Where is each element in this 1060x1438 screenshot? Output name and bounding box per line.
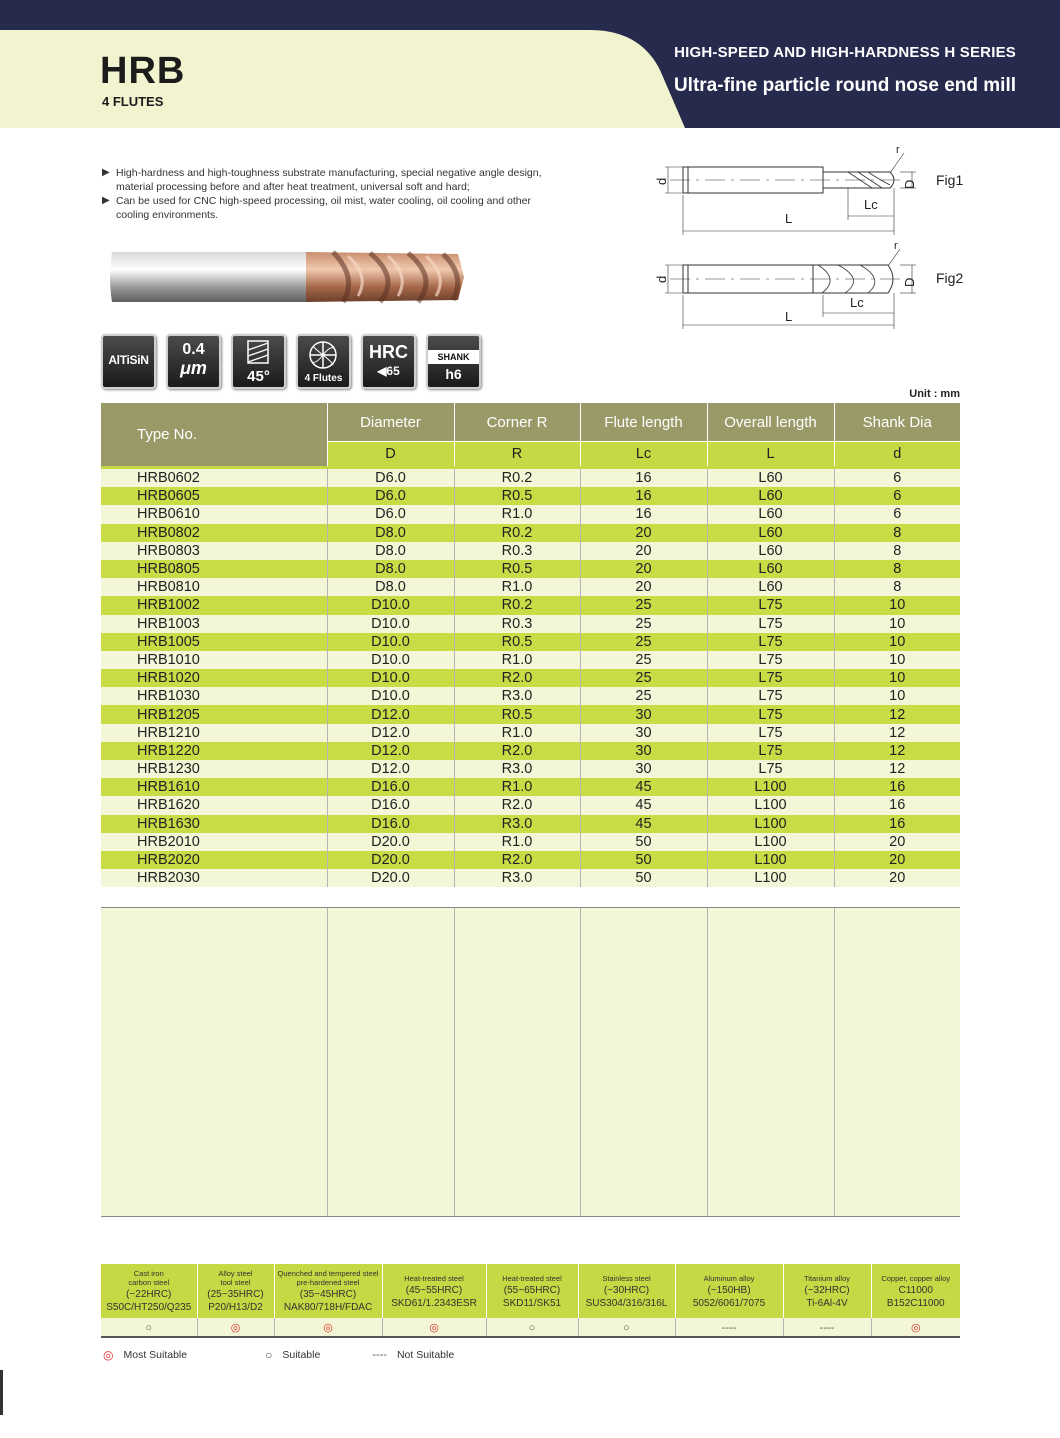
legend [103, 1348, 454, 1362]
material-cell [871, 1264, 960, 1318]
cell-type-no: HRB1610 [101, 778, 327, 796]
cell-type-no: HRB1020 [101, 669, 327, 687]
material-grade: SKD11/SK51 [502, 1297, 562, 1309]
material-grade: NAK80/718H/FDAC [283, 1302, 373, 1313]
table-row [101, 815, 960, 833]
cell-diameter: D20.0 [327, 869, 454, 887]
cell-overall-length: L100 [707, 815, 834, 833]
cell-diameter: D12.0 [327, 760, 454, 778]
cell-diameter: D6.0 [327, 487, 454, 505]
header-shank-dia: Shank Dia [834, 403, 960, 442]
shank-label: SHANK [428, 350, 479, 364]
shank-value: h6 [445, 366, 462, 382]
table-row [101, 851, 960, 869]
table-row [101, 505, 960, 523]
cell-flute-length: 20 [580, 578, 707, 596]
fig1-Lc-label: Lc [864, 197, 878, 212]
fig1-d-label: d [654, 177, 669, 185]
cell-flute-length: 20 [580, 560, 707, 578]
cell-flute-length: 25 [580, 687, 707, 705]
cell-diameter: D10.0 [327, 669, 454, 687]
cell-type-no: HRB1210 [101, 724, 327, 742]
cell-flute-length: 30 [580, 742, 707, 760]
subheader-l: L [707, 442, 834, 468]
cell-corner-r: R1.0 [454, 505, 580, 523]
feature-text: High-hardness and high-toughness substrate manufacturing, special negative angle design, material processing before and after heat treatment, universal soft and hard; [116, 167, 542, 193]
cell-flute-length: 30 [580, 705, 707, 723]
cell-diameter: D8.0 [327, 524, 454, 542]
cell-type-no: HRB1630 [101, 815, 327, 833]
cell-overall-length: L100 [707, 796, 834, 814]
table-row [101, 833, 960, 851]
material-grade: 5052/6061/7075 [692, 1297, 766, 1309]
cell-shank-dia: 10 [834, 651, 960, 669]
subheader-lc: Lc [580, 442, 707, 468]
cell-shank-dia: 6 [834, 487, 960, 505]
material-hardness: (55~65HRC) [503, 1284, 561, 1296]
cell-overall-length: L75 [707, 651, 834, 669]
cell-overall-length: L100 [707, 778, 834, 796]
header-overall-length: Overall length [707, 403, 834, 442]
cell-corner-r: R0.3 [454, 542, 580, 560]
helix-angle-badge [231, 334, 286, 389]
cell-corner-r: R3.0 [454, 760, 580, 778]
table-row [101, 705, 960, 723]
cell-shank-dia: 16 [834, 815, 960, 833]
cell-corner-r: R3.0 [454, 815, 580, 833]
cell-flute-length: 16 [580, 505, 707, 523]
cell-corner-r: R2.0 [454, 669, 580, 687]
cell-type-no: HRB1620 [101, 796, 327, 814]
table-row [101, 869, 960, 887]
material-name: Alloy steel [218, 1269, 253, 1278]
subheader-d: D [327, 442, 454, 468]
material-name: Aluminum alloy [703, 1273, 755, 1283]
table-empty-area [101, 907, 960, 1217]
grain-size-badge [166, 334, 221, 389]
unit-label: Unit : mm [909, 388, 960, 400]
suitable-icon: ○ [623, 1322, 630, 1334]
cell-flute-length: 25 [580, 651, 707, 669]
cell-diameter: D8.0 [327, 542, 454, 560]
dimension-diagrams [650, 145, 980, 330]
feature-badges [101, 334, 481, 389]
cell-shank-dia: 6 [834, 468, 960, 488]
coating-badge [101, 334, 156, 389]
coating-text: AlTiSiN [108, 353, 149, 367]
material-hardness: (~30HRC) [603, 1284, 650, 1296]
cell-corner-r: R0.5 [454, 487, 580, 505]
cell-shank-dia: 16 [834, 778, 960, 796]
table-row [101, 760, 960, 778]
fig2-label: Fig2 [936, 270, 964, 286]
page-title: HRB [100, 50, 186, 92]
table-row [101, 560, 960, 578]
legend-most-suitable: Most Suitable [123, 1349, 188, 1361]
cell-type-no: HRB0802 [101, 524, 327, 542]
cell-shank-dia: 6 [834, 505, 960, 523]
not-suitable-icon: ---- [819, 1322, 835, 1334]
hrc-label: HRC [369, 342, 408, 362]
cell-shank-dia: 10 [834, 669, 960, 687]
material-rating-cell [101, 1318, 197, 1337]
cell-diameter: D8.0 [327, 578, 454, 596]
material-name: Heat-treated steel [404, 1273, 464, 1283]
cell-diameter: D6.0 [327, 468, 454, 488]
subheader-r: R [454, 442, 580, 468]
cell-corner-r: R3.0 [454, 687, 580, 705]
cell-overall-length: L100 [707, 851, 834, 869]
material-rating-cell [382, 1318, 486, 1337]
most-suitable-icon: ◎ [910, 1322, 921, 1334]
cell-overall-length: L60 [707, 524, 834, 542]
cell-diameter: D10.0 [327, 633, 454, 651]
fig1-r-label: r [896, 145, 900, 156]
cell-overall-length: L75 [707, 742, 834, 760]
table-row [101, 742, 960, 760]
fig2-r-label: r [894, 240, 898, 252]
cell-corner-r: R0.5 [454, 705, 580, 723]
cell-type-no: HRB1205 [101, 705, 327, 723]
cell-overall-length: L75 [707, 633, 834, 651]
material-hardness: C11000 [898, 1284, 933, 1296]
material-grade: B152C11000 [886, 1297, 945, 1309]
cell-flute-length: 45 [580, 796, 707, 814]
material-cell [382, 1264, 486, 1318]
material-grade: SKD61/1.2343ESR [391, 1297, 477, 1309]
table-row [101, 487, 960, 505]
material-hardness: (45~55HRC) [405, 1284, 463, 1296]
cell-corner-r: R0.5 [454, 560, 580, 578]
cell-diameter: D10.0 [327, 596, 454, 614]
cell-overall-length: L75 [707, 596, 834, 614]
feature-item [102, 166, 547, 194]
table-row [101, 778, 960, 796]
cell-type-no: HRB0610 [101, 505, 327, 523]
fig2-Lc-label: Lc [850, 295, 864, 310]
cell-flute-length: 50 [580, 851, 707, 869]
cell-diameter: D10.0 [327, 687, 454, 705]
flutes-icon [298, 338, 349, 372]
material-rating-row [101, 1318, 960, 1337]
material-rating-cell [783, 1318, 871, 1337]
material-header-row [101, 1264, 960, 1318]
table-row [101, 524, 960, 542]
material-cell [101, 1264, 197, 1318]
cell-overall-length: L75 [707, 724, 834, 742]
cell-shank-dia: 10 [834, 596, 960, 614]
helix-icon [233, 338, 284, 366]
cell-overall-length: L60 [707, 560, 834, 578]
cell-flute-length: 25 [580, 669, 707, 687]
cell-type-no: HRB1010 [101, 651, 327, 669]
material-name: Stainless steel [602, 1273, 651, 1283]
cell-flute-length: 45 [580, 815, 707, 833]
cell-overall-length: L100 [707, 869, 834, 887]
cell-flute-length: 16 [580, 487, 707, 505]
cell-overall-length: L60 [707, 487, 834, 505]
material-cell [197, 1264, 274, 1318]
most-suitable-icon: ◎ [103, 1348, 114, 1362]
cell-shank-dia: 8 [834, 578, 960, 596]
cell-flute-length: 30 [580, 760, 707, 778]
table-row [101, 542, 960, 560]
suitable-icon: ○ [528, 1322, 536, 1334]
cell-corner-r: R0.2 [454, 468, 580, 488]
fig2-L-label: L [785, 309, 793, 324]
cell-shank-dia: 20 [834, 869, 960, 887]
cell-corner-r: R0.2 [454, 596, 580, 614]
cell-type-no: HRB0605 [101, 487, 327, 505]
bullet-arrow-icon: ▶ [102, 195, 110, 206]
table-row [101, 578, 960, 596]
cell-overall-length: L100 [707, 833, 834, 851]
cell-flute-length: 30 [580, 724, 707, 742]
hrc-value: ◀65 [377, 364, 400, 378]
cell-flute-length: 25 [580, 596, 707, 614]
table-row [101, 724, 960, 742]
header-corner-r: Corner R [454, 403, 580, 442]
material-hardness: (25~35HRC) [207, 1289, 264, 1300]
cell-type-no: HRB2010 [101, 833, 327, 851]
material-rating-cell [274, 1318, 382, 1337]
cell-corner-r: R3.0 [454, 869, 580, 887]
material-name: Heat-treated steel [502, 1273, 562, 1283]
material-grade: P20/H13/D2 [208, 1302, 263, 1313]
table-row [101, 468, 960, 488]
cell-type-no: HRB0805 [101, 560, 327, 578]
cell-diameter: D8.0 [327, 560, 454, 578]
cell-overall-length: L75 [707, 669, 834, 687]
cell-flute-length: 50 [580, 869, 707, 887]
material-grade: SUS304/316/316L [585, 1297, 668, 1309]
cell-shank-dia: 12 [834, 705, 960, 723]
legend-not-suitable: Not Suitable [396, 1349, 455, 1361]
spec-table-body [101, 468, 960, 888]
cell-corner-r: R2.0 [454, 796, 580, 814]
page-edge-mark [0, 1370, 3, 1415]
cell-overall-length: L75 [707, 615, 834, 633]
cell-type-no: HRB1220 [101, 742, 327, 760]
cell-shank-dia: 20 [834, 851, 960, 869]
most-suitable-icon: ◎ [230, 1322, 241, 1334]
cell-corner-r: R0.5 [454, 633, 580, 651]
cell-overall-length: L60 [707, 578, 834, 596]
grain-unit: μm [180, 358, 207, 378]
table-row [101, 615, 960, 633]
table-row [101, 796, 960, 814]
cell-type-no: HRB1002 [101, 596, 327, 614]
material-cell [274, 1264, 382, 1318]
cell-overall-length: L75 [707, 760, 834, 778]
cell-flute-length: 16 [580, 468, 707, 488]
material-hardness: (~22HRC) [126, 1289, 172, 1300]
material-rating-cell [197, 1318, 274, 1337]
cell-shank-dia: 8 [834, 524, 960, 542]
material-cell [486, 1264, 578, 1318]
cell-overall-length: L75 [707, 705, 834, 723]
cell-type-no: HRB2030 [101, 869, 327, 887]
cell-diameter: D16.0 [327, 778, 454, 796]
series-title: HIGH-SPEED AND HIGH-HARDNESS H SERIES [674, 44, 1016, 61]
cell-diameter: D16.0 [327, 815, 454, 833]
cell-shank-dia: 16 [834, 796, 960, 814]
cell-overall-length: L60 [707, 468, 834, 488]
cell-shank-dia: 10 [834, 633, 960, 651]
material-grade: S50C/HT250/Q235 [106, 1302, 192, 1313]
feature-list [102, 166, 547, 222]
cell-type-no: HRB1003 [101, 615, 327, 633]
material-name-secondary: tool steel [220, 1278, 251, 1287]
material-rating-cell [486, 1318, 578, 1337]
cell-flute-length: 25 [580, 615, 707, 633]
cell-corner-r: R0.3 [454, 615, 580, 633]
cell-shank-dia: 10 [834, 615, 960, 633]
fig1-D-label: D [902, 179, 917, 189]
material-name: Titanium alloy [804, 1273, 850, 1283]
material-suitability-table [101, 1264, 960, 1338]
material-name-secondary: carbon steel [128, 1278, 170, 1287]
product-title: Ultra-fine particle round nose end mill [673, 75, 1016, 96]
header-diameter: Diameter [327, 403, 454, 442]
table-row [101, 651, 960, 669]
cell-diameter: D12.0 [327, 724, 454, 742]
cell-flute-length: 50 [580, 833, 707, 851]
cell-type-no: HRB0810 [101, 578, 327, 596]
material-name: Quenched and tempered steel [277, 1269, 379, 1278]
fig1-label: Fig1 [936, 172, 964, 188]
cell-corner-r: R0.2 [454, 524, 580, 542]
legend-suitable: Suitable [282, 1349, 321, 1361]
material-grade: Ti-6Al-4V [806, 1297, 848, 1309]
subheader-shank-d: d [834, 442, 960, 468]
cell-type-no: HRB1030 [101, 687, 327, 705]
page-subtitle: 4 FLUTES [102, 94, 164, 109]
cell-overall-length: L60 [707, 542, 834, 560]
cell-shank-dia: 10 [834, 687, 960, 705]
bullet-arrow-icon: ▶ [102, 167, 110, 178]
cell-corner-r: R1.0 [454, 833, 580, 851]
material-cell [675, 1264, 783, 1318]
material-rating-cell [578, 1318, 675, 1337]
cell-corner-r: R1.0 [454, 724, 580, 742]
material-rating-cell [675, 1318, 783, 1337]
header-flute-length: Flute length [580, 403, 707, 442]
cell-flute-length: 25 [580, 633, 707, 651]
cell-shank-dia: 12 [834, 724, 960, 742]
cell-diameter: D6.0 [327, 505, 454, 523]
cell-diameter: D10.0 [327, 651, 454, 669]
end-mill-image [108, 248, 468, 306]
cell-corner-r: R1.0 [454, 578, 580, 596]
material-rating-cell [871, 1318, 960, 1337]
material-name: Cast iron [133, 1269, 164, 1278]
cell-corner-r: R1.0 [454, 778, 580, 796]
material-name: Copper, copper alloy [881, 1273, 951, 1283]
cell-diameter: D20.0 [327, 851, 454, 869]
cell-diameter: D10.0 [327, 615, 454, 633]
cell-overall-length: L75 [707, 687, 834, 705]
cell-diameter: D16.0 [327, 796, 454, 814]
cell-shank-dia: 8 [834, 542, 960, 560]
most-suitable-icon: ◎ [429, 1322, 439, 1334]
fig1-L-label: L [785, 211, 793, 226]
cell-diameter: D12.0 [327, 705, 454, 723]
suitable-icon: ○ [265, 1348, 273, 1362]
cell-flute-length: 45 [580, 778, 707, 796]
material-cell [783, 1264, 871, 1318]
table-row [101, 596, 960, 614]
spec-table [101, 403, 960, 887]
cell-diameter: D12.0 [327, 742, 454, 760]
cell-shank-dia: 20 [834, 833, 960, 851]
cell-corner-r: R2.0 [454, 742, 580, 760]
fig2-d-label: d [654, 275, 669, 283]
material-hardness: (~32HRC) [804, 1284, 850, 1296]
feature-item [102, 194, 547, 222]
flutes-badge [296, 334, 351, 389]
table-row [101, 687, 960, 705]
cell-corner-r: R1.0 [454, 651, 580, 669]
not-suitable-icon: ---- [721, 1322, 737, 1334]
material-cell [578, 1264, 675, 1318]
shank-badge [426, 334, 481, 389]
not-suitable-icon: ---- [372, 1349, 387, 1361]
cell-shank-dia: 8 [834, 560, 960, 578]
cell-overall-length: L60 [707, 505, 834, 523]
cell-diameter: D20.0 [327, 833, 454, 851]
cell-type-no: HRB0602 [101, 468, 327, 488]
suitable-icon: ○ [145, 1322, 153, 1334]
header-type-no: Type No. [101, 403, 327, 468]
cell-flute-length: 20 [580, 524, 707, 542]
fig2-D-label: D [902, 277, 917, 287]
most-suitable-icon: ◎ [323, 1322, 333, 1334]
feature-text: Can be used for CNC high-speed processing, oil mist, water cooling, oil cooling and other cooling environments. [116, 195, 531, 221]
cell-flute-length: 20 [580, 542, 707, 560]
flutes-text: 4 Flutes [304, 373, 343, 384]
table-row [101, 633, 960, 651]
cell-type-no: HRB1230 [101, 760, 327, 778]
cell-corner-r: R2.0 [454, 851, 580, 869]
material-name-secondary: pre-hardened steel [296, 1278, 360, 1287]
cell-type-no: HRB1005 [101, 633, 327, 651]
material-hardness: (35~45HRC) [299, 1289, 357, 1300]
cell-shank-dia: 12 [834, 760, 960, 778]
table-row [101, 669, 960, 687]
grain-value: 0.4 [182, 341, 205, 358]
cell-shank-dia: 12 [834, 742, 960, 760]
hrc-badge [361, 334, 416, 389]
cell-type-no: HRB2020 [101, 851, 327, 869]
material-hardness: (~150HB) [707, 1284, 751, 1296]
cell-type-no: HRB0803 [101, 542, 327, 560]
helix-angle-text: 45° [247, 368, 270, 385]
